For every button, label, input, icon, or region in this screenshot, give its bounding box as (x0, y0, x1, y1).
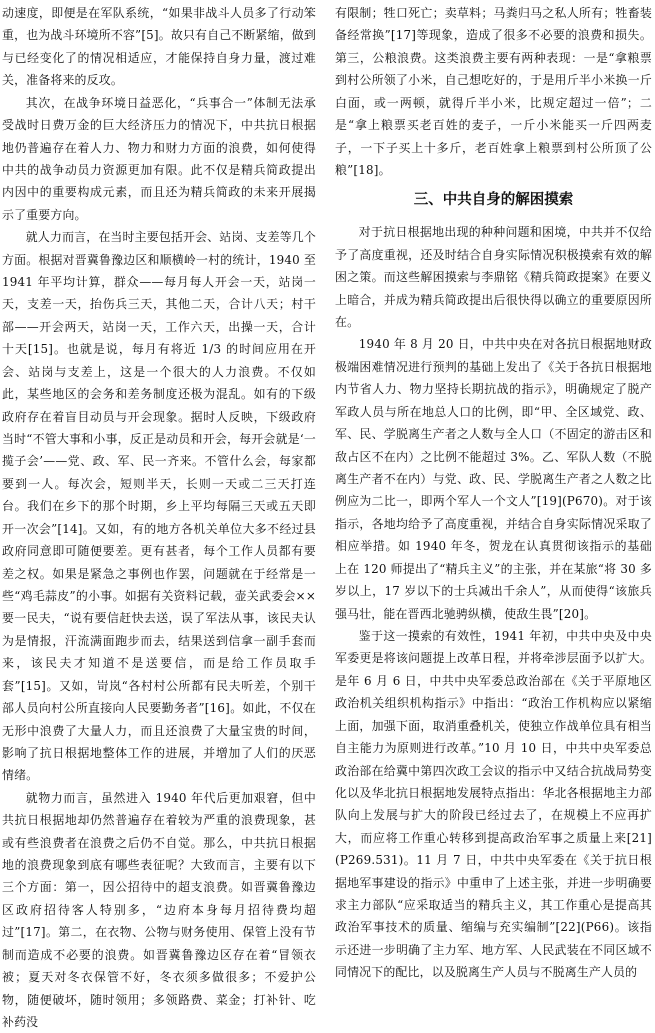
paragraph: 就物力而言，虽然进入 1940 年代后更加艰窘，但中共抗日根据地却仍然普遍存在着较为严重的浪费现象，甚或有些浪费者在浪费之后仍不自觉。那么，中共抗日根据地的浪费现象到底有哪些表征呢？大致而言，主要有以下三个方面：第一，因公招待中的超支浪费。如晋冀鲁豫边区政府招待客人特别多，“边府本身每月招待费均超过”[17]。第二，在衣物、公物与财务使用、保管上没有节制而造成不必要的浪费。如晋冀鲁豫边区存在着“冒领衣被；夏天对冬衣保管不好，冬衣须多做很多；不爱护公物，随便破坏，随时领用；多领路费、菜金；打补针、吃补药没 (2, 790, 316, 1029)
section-heading: 三、中共自身的解困摸索 (413, 192, 574, 209)
paragraph: 其次，在战争环境日益恶化，“兵事合一”体制无法承受战时日费万金的巨大经济压力的情况下，中共抗日根据地仍普遍存在着人力、物力和财力方面的浪费，如何使得中共的战争动员力资源更加有限。此不仅是精兵简政提出内因中的重要构成元素，而且还为精兵简政的未来开展揭示了重要方向。 (2, 95, 316, 222)
paragraph: 1940 年 8 月 20 日，中共中央在对各抗日根据地财政极端困难情况进行预判的基础上发出了《关于各抗日根据地内节省人力、物力坚持长期抗战的指示》，明确规定了脱产军政人员与所在地总人口的比例，即“甲、全区域党、政、军、民、学脱离生产者之人数与全人口（不固定的游击区和敌占区不在内）之比例不能超过 3%。乙、军队人数（不脱离生产者不在内）与党、政、民、学脱离生产者之人数之比例应为二比一，即两个军人一个文人”[19](P670)。对于该指示，各地均给予了高度重视，并结合自身实际情况采取了相应举措。如 1940 年冬，贺龙在认真贯彻该指示的基础上在 120 师提出了“精兵主义”的主张，并在某旅“将 30 多岁以上，17 岁以下的士兵减出千余人”，从而使得“该旅兵强马壮，能在晋西北驰骋纵横，使敌生畏”[20]。 (335, 337, 652, 621)
left-column (2, 2, 316, 1029)
paragraph: 对于抗日根据地出现的种种问题和困境，中共并不仅给予了高度重视，还及时结合自身实际情况积极摸索有效的解困之策。而这些解困摸索与李鼎铭《精兵简政提案》在要义上暗合，并成为精兵简政提出后很快得以确立的重要原因所在。 (335, 225, 652, 330)
paragraph: 就人力而言，在当时主要包括开会、站岗、支差等几个方面。根据对晋冀鲁豫边区和顺横岭一村的统计，1940 至 1941 年平均计算，群众——每月每人开会一天，站岗一天，支差一天，抬伤兵三天，其他二天，合计八天；村干部——开会两天，站岗一天，工作六天，出操一天，合计十天[15]。也就是说，每月有将近 1/3 的时间应用在开会、站岗与支差上，这是一个很大的人力浪费。不仅如此，某些地区的会务和差务制度还极为混乱。如有的下级政府存在着盲目动员与开会现象。据时人反映，下级政府当时“不管大事和小事，反正是动员和开会，每开会就是‘一揽子会’——党、政、军、民一齐来。不管什么会，每家都要到一人。每次会，短则半天，长则一天或二三天打连台。我们在乡下的那个时期，乡上平均每隔三天或五天即开一次会”[14]。又如，有的地方各机关单位大多不经过县政府同意即可随便要差。更有甚者，每个工作人员都有要差之权。如果是紧急之事例也作罢，问题就在于经常是一些“鸡毛蒜皮”的小事。如据有关资料记载，壶关武委会××要一民夫，“说有要信赶快去送，误了军法从事，该民夫认为是情报，汗流满面跑步而去，结果送到信拿一副手套而来，该民夫才知道不是送要信，而是给工作员取手套”[15]。又如，岢岚“各村村公所都有民夫听差，个别干部人员向村公所直接向人民要勤务者”[16]。如此，不仅在无形中浪费了大量人力，而且还浪费了大量宝贵的时间，影响了抗日根据地整体工作的进展，并增加了人们的厌恶情绪。 (2, 230, 316, 783)
paragraph: 有限制；牲口死亡；卖草料；马粪归马之私人所有；牲畜装备经常换”[17]等现象，造成了很多不必要的浪费和损失。第三，公粮浪费。这类浪费主要有两种表现：一是“拿粮票到村公所领了小米，自己想吃好的，于是用斤半小米换一斤白面，或一两顿，就得斤半小米，比规定超过一倍”；二是“拿上粮票买老百姓的麦子，一斤小米能买一斤四两麦子，一下子买上十多斤，老百姓拿上粮票到村公所顶了公粮”[18]。 (335, 6, 652, 177)
paragraph: 鉴于这一摸索的有效性，1941 年初，中共中央及中央军委更是将该问题提上改革日程，并将牵涉层面予以扩大。是年 6 月 6 日，中共中央军委总政治部在《关于平原地区政治机关组织机构指示》中指出：“政治工作机构应以紧缩上面，加强下面，取消重叠机关，使独立作战单位具有相当自主能力为原则进行改革。”10 月 10 日，中共中央军委总政治部在给冀中第四次政工会议的指示中又结合抗战局势变化以及华北抗日根据地发展特点指出：华北各根据地主力部队向上发展与扩大的阶段已经过去了，在规模上不应再扩大，而应将工作重心转移到提高政治军事之质量上来[21](P269.531)。11 月 7 日，中共中央军委在《关于抗日根据地军事建设的指示》中重申了上述主张，并进一步明确要求主力部队“应采取适当的精兵主义，其工作重心是提高其政治军事技术的质量、缩编与充实编制”[22](P66)。该指示还进一步明确了主力军、地方军、人民武装在不同区域不同情况下的配比，以及脱离生产人员与不脱离生产人员的 (335, 628, 652, 980)
paragraph: 动速度，即便是在军队系统，“如果非战斗人员多了行动笨重，也为战斗环境所不容”[5]。故只有自己不断紧缩，做到与已经变化了的情况相适应，才能保持自身力量，渡过难关，准备将来的反攻。 (2, 6, 316, 88)
right-column (335, 2, 652, 980)
